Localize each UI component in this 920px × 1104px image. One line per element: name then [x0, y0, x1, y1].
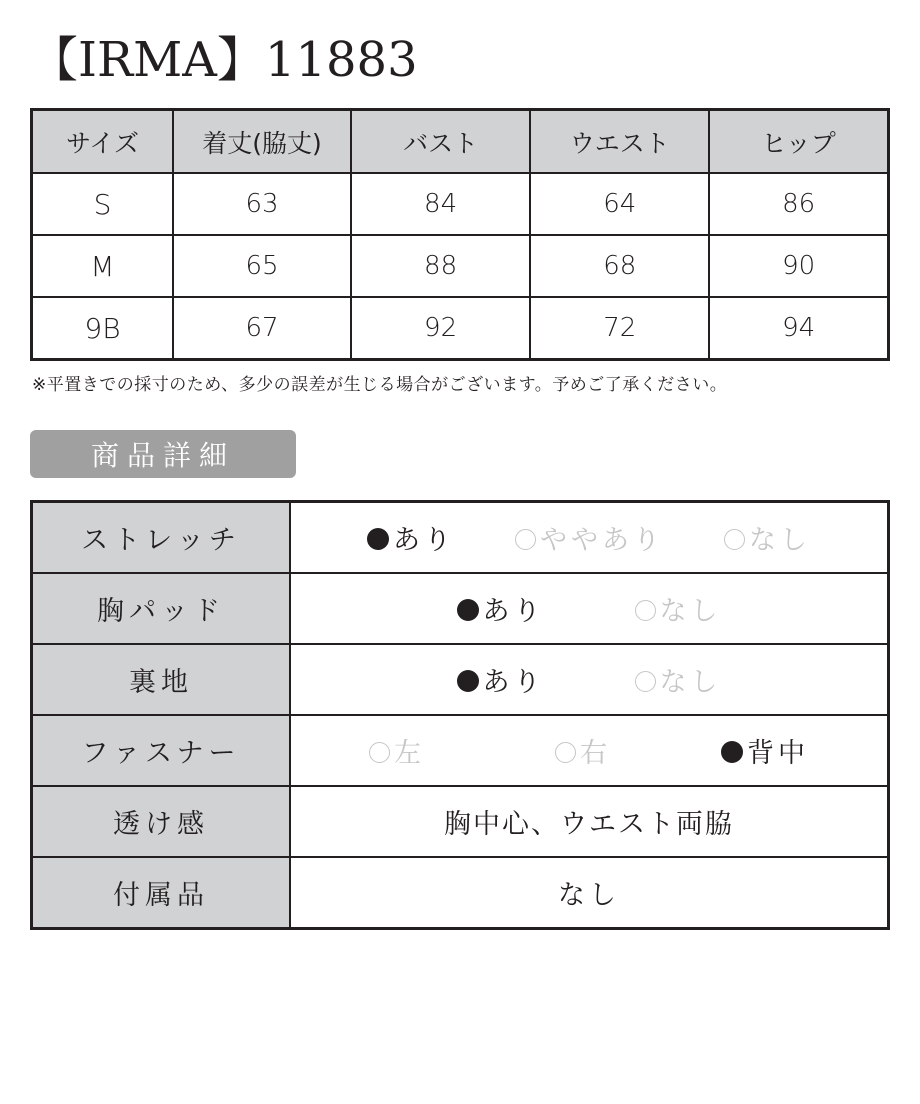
size-name: M	[32, 235, 174, 297]
option-fastener-left: 左	[369, 731, 425, 770]
detail-options	[290, 502, 889, 574]
detail-label: 胸パッド	[32, 573, 291, 644]
radio-mark-icon	[555, 742, 576, 763]
detail-options	[290, 715, 889, 786]
measurement-note: ※平置きでの採寸のため、多少の誤差が生じる場合がございます。予めご了承ください。	[32, 375, 728, 395]
detail-label: 透け感	[32, 786, 291, 857]
detail-row-sheerness	[32, 786, 889, 857]
waist-value: 64	[530, 173, 709, 235]
size-table	[30, 108, 890, 361]
header-bust: バスト	[351, 110, 530, 174]
hip-value: 90	[709, 235, 888, 297]
waist-value: 68	[530, 235, 709, 297]
radio-mark-icon	[367, 528, 389, 550]
option-fastener-back: 背中	[721, 731, 809, 770]
detail-row-lining	[32, 644, 889, 715]
detail-value: 胸中心、ウエスト両脇	[290, 786, 889, 857]
radio-mark-icon	[721, 741, 743, 763]
detail-row-accessories	[32, 857, 889, 929]
detail-label: ファスナー	[32, 715, 291, 786]
radio-mark-icon	[635, 600, 656, 621]
hip-value: 94	[709, 297, 888, 360]
length-value: 65	[173, 235, 351, 297]
header-hip: ヒップ	[709, 110, 888, 174]
option-stretch-none: なし	[724, 518, 811, 557]
hip-value: 86	[709, 173, 888, 235]
radio-mark-icon	[457, 599, 479, 621]
length-value: 63	[173, 173, 351, 235]
size-name: 9B	[32, 297, 174, 360]
option-stretch-yes: あり	[367, 518, 455, 557]
header-length: 着丈(脇丈)	[173, 110, 351, 174]
length-value: 67	[173, 297, 351, 360]
product-detail-table	[30, 500, 890, 930]
waist-value: 72	[530, 297, 709, 360]
header-size: サイズ	[32, 110, 174, 174]
detail-label: 裏地	[32, 644, 291, 715]
bust-value: 88	[351, 235, 530, 297]
option-stretch-slight: ややあり	[515, 518, 664, 557]
detail-row-fastener	[32, 715, 889, 786]
radio-mark-icon	[635, 671, 656, 692]
option-fastener-right: 右	[555, 731, 611, 770]
table-row	[32, 173, 889, 235]
header-waist: ウエスト	[530, 110, 709, 174]
detail-options	[290, 573, 889, 644]
page-title: 【IRMA】11883	[30, 32, 418, 88]
detail-row-chest-pad	[32, 573, 889, 644]
radio-mark-icon	[457, 670, 479, 692]
detail-value: なし	[290, 857, 889, 929]
table-row	[32, 235, 889, 297]
detail-options	[290, 644, 889, 715]
table-row	[32, 297, 889, 360]
option-chest-pad-none: なし	[635, 589, 722, 628]
option-chest-pad-yes: あり	[457, 589, 545, 628]
option-lining-none: なし	[635, 660, 722, 699]
detail-label: 付属品	[32, 857, 291, 929]
radio-mark-icon	[724, 529, 745, 550]
radio-mark-icon	[515, 529, 536, 550]
section-title-product-details: 商品詳細	[30, 430, 296, 478]
size-table-header-row	[32, 110, 889, 174]
bust-value: 92	[351, 297, 530, 360]
size-name: S	[32, 173, 174, 235]
radio-mark-icon	[369, 742, 390, 763]
option-lining-yes: あり	[457, 660, 545, 699]
detail-label: ストレッチ	[32, 502, 291, 574]
bust-value: 84	[351, 173, 530, 235]
detail-row-stretch	[32, 502, 889, 574]
